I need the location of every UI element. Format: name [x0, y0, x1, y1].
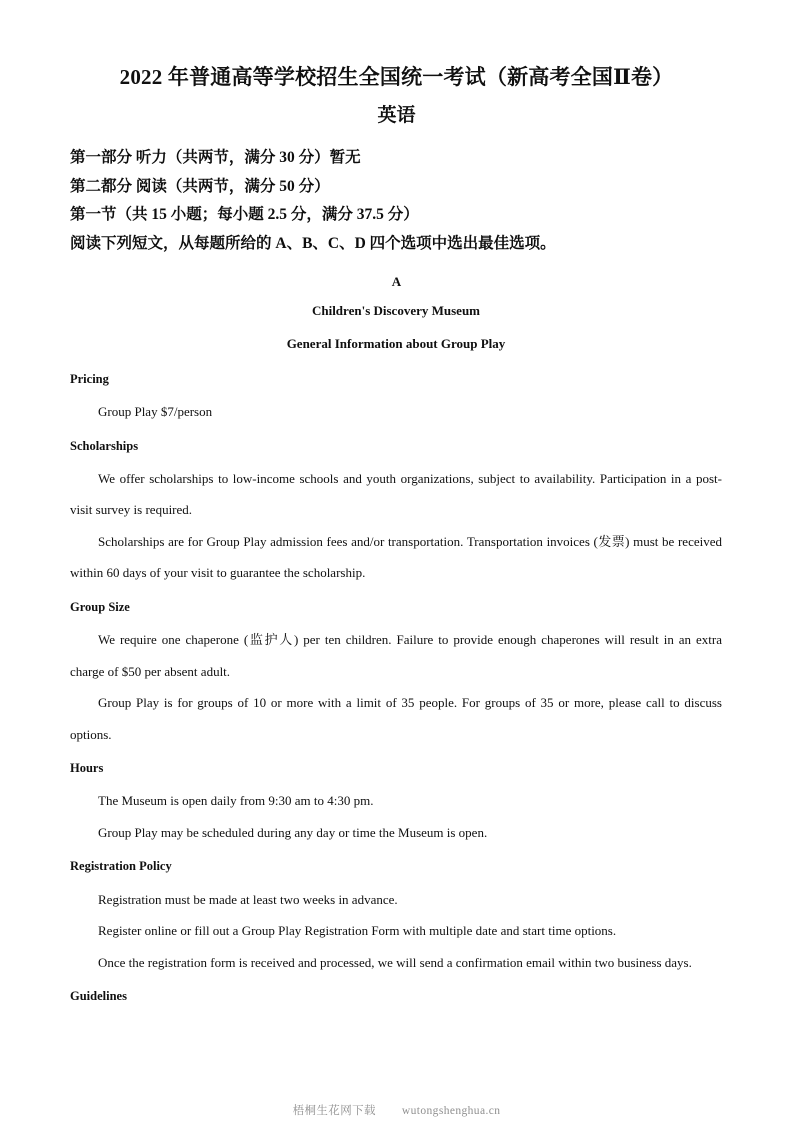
section-heading-scholarships: Scholarships [70, 438, 139, 453]
subject-title: 英语 [377, 105, 416, 126]
paragraph: Registration must be made at least two weeks in advance. [98, 891, 398, 907]
instruction-part-one: 第一部分 听力（共两节，满分 30 分）暂无 [70, 149, 361, 166]
paragraph: The Museum is open daily from 9:30 am to 4:30 pm. [98, 793, 374, 809]
page-title: 2022 年普通高等学校招生全国统一考试（新高考全国Ⅱ卷） [119, 65, 674, 89]
section-letter: A [391, 274, 402, 289]
reading-passage-a [70, 303, 722, 1013]
paragraph: Scholarships are for Group Play admission fees and/or transportation. Transportation invoices (发票) must be received within 60 days of your visit to guarantee the scholarship. [70, 533, 722, 581]
passage-heading-sub: General Information about Group Play [286, 335, 506, 351]
exam-instructions [70, 144, 722, 258]
paragraph: We offer scholarships to low-income schools and youth organizations, subject to availability. Participation in a post-visit survey is required. [70, 470, 722, 518]
section-heading-pricing: Pricing [70, 371, 109, 386]
footer-watermark [0, 1102, 793, 1118]
instruction-section-one: 第一节（共 15 小题；每小题 2.5 分，满分 37.5 分） [70, 206, 419, 223]
instruction-part-two: 第二都分 阅读（共两节，满分 50 分） [70, 177, 330, 195]
section-heading-group-size: Group Size [70, 599, 130, 614]
paragraph: Group Play $7/person [98, 404, 213, 420]
footer-site-name: 梧桐生花网下载 [292, 1105, 376, 1117]
paragraph: Group Play is for groups of 10 or more with a limit of 35 people. For groups of 35 or more, please call to discuss options. [70, 695, 722, 742]
paragraph: Once the registration form is received and processed, we will send a confirmation email within two business days. [98, 954, 692, 970]
section-heading-guidelines: Guidelines [70, 989, 127, 1004]
paragraph: Register online or fill out a Group Play Registration Form with multiple date and start time options. [98, 923, 617, 939]
section-heading-registration-policy: Registration Policy [70, 859, 172, 874]
instruction-directions: 阅读下列短文，从每题所给的 A、B、C、D 四个选项中选出最佳选项。 [70, 234, 556, 252]
section-heading-hours: Hours [70, 761, 104, 776]
passage-heading-main: Children's Discovery Museum [311, 303, 481, 318]
paragraph: Group Play may be scheduled during any day or time the Museum is open. [98, 824, 488, 840]
paragraph: We require one chaperone (监护人) per ten children. Failure to provide enough chaperones will result in an extra charge of $50 per absent adult. [70, 632, 722, 679]
footer-site-url: wutongshenghua.cn [401, 1105, 501, 1117]
